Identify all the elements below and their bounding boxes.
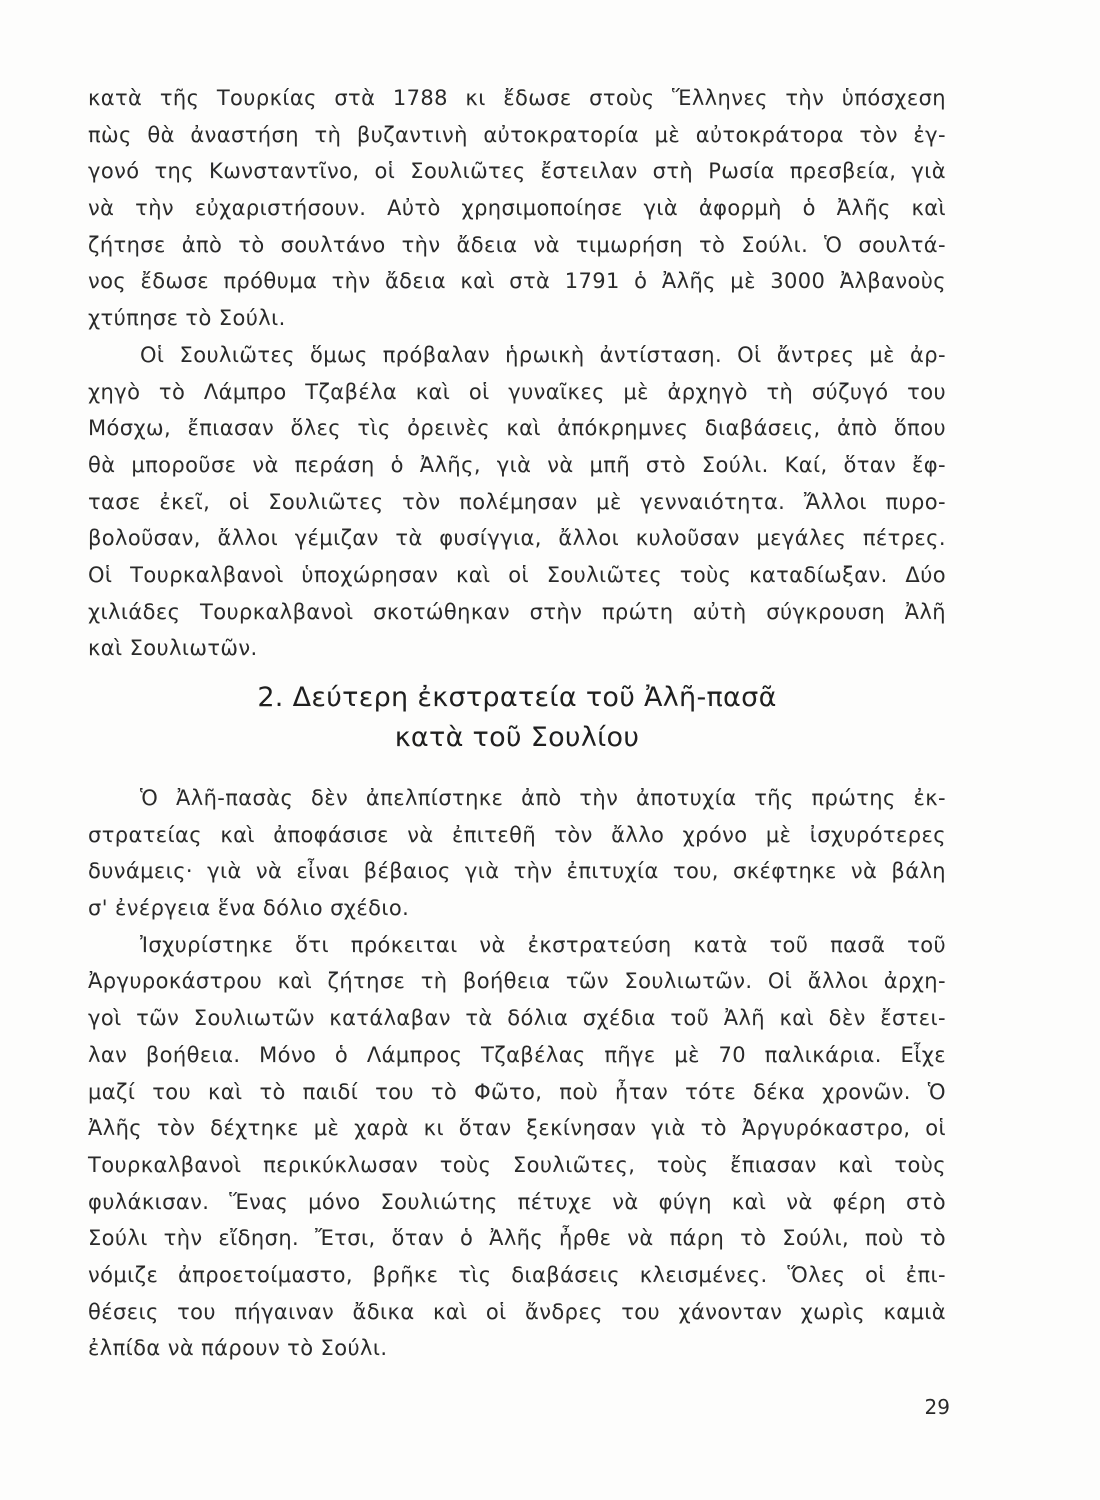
text-line: Τουρκαλβανοὶ περικύκλωσαν τοὺς Σουλιῶτες, τοὺς ἔπιασαν καὶ τοὺς xyxy=(88,1152,946,1177)
section-heading xyxy=(88,678,946,758)
text-line: Οἱ Τουρκαλβανοὶ ὑποχώρησαν καὶ οἱ Σουλιῶτες τοὺς καταδίωξαν. Δύο xyxy=(88,562,946,587)
text-line: νος ἔδωσε πρόθυμα τὴν ἄδεια καὶ στὰ 1791 ὁ Ἀλῆς μὲ 3000 Ἀλβανοὺς xyxy=(88,269,946,294)
text-line: χηγὸ τὸ Λάμπρο Τζαβέλα καὶ οἱ γυναῖκες μὲ ἀρχηγὸ τὴ σύζυγό του xyxy=(88,379,946,404)
text-line: νὰ τὴν εὐχαριστήσουν. Αὐτὸ χρησιμοποίησε γιὰ ἀφορμὴ ὁ Ἀλῆς καὶ xyxy=(88,196,946,221)
paragraph-first-line: Ἰσχυρίστηκε ὅτι πρόκειται νὰ ἐκστρατεύση κατὰ τοῦ πασᾶ τοῦ xyxy=(140,932,946,957)
text-line: Ἀργυροκάστρου καὶ ζήτησε τὴ βοήθεια τῶν Σουλιωτῶν. Οἱ ἄλλοι ἀρχη- xyxy=(88,969,946,994)
text-line: τασε ἐκεῖ, οἱ Σουλιῶτες τὸν πολέμησαν μὲ γενναιότητα. Ἄλλοι πυρο- xyxy=(88,489,946,514)
text-line: Σούλι τὴν εἴδηση. Ἔτσι, ὅταν ὁ Ἀλῆς ἦρθε νὰ πάρη τὸ Σούλι, ποὺ τὸ xyxy=(88,1226,946,1251)
text-line: πὼς θὰ ἀναστήση τὴ βυζαντινὴ αὐτοκρατορία μὲ αὐτοκράτορα τὸν ἐγ- xyxy=(88,122,946,147)
text-line: γοὶ τῶν Σουλιωτῶν κατάλαβαν τὰ δόλια σχέδια τοῦ Ἀλῆ καὶ δὲν ἔστει- xyxy=(88,1006,946,1031)
text-line: κατὰ τῆς Τουρκίας στὰ 1788 κι ἔδωσε στοὺς Ἕλληνες τὴν ὑπόσχεση xyxy=(88,86,946,110)
text-line: λαν βοήθεια. Μόνο ὁ Λάμπρος Τζαβέλας πῆγε μὲ 70 παλικάρια. Εἶχε xyxy=(88,1042,946,1067)
text-line: στρατείας καὶ ἀποφάσισε νὰ ἐπιτεθῆ τὸν ἄλλο χρόνο μὲ ἰσχυρότερες xyxy=(88,822,946,847)
text-line: χτύπησε τὸ Σούλι. xyxy=(88,306,286,331)
text-line: θὰ μποροῦσε νὰ περάση ὁ Ἀλῆς, γιὰ νὰ μπῆ στὸ Σούλι. Καί, ὅταν ἔφ- xyxy=(88,452,946,477)
text-line: ζήτησε ἀπὸ τὸ σουλτάνο τὴν ἄδεια νὰ τιμωρήση τὸ Σούλι. Ὁ σουλτά- xyxy=(88,232,946,257)
paragraph-first-line: Οἱ Σουλιῶτες ὅμως πρόβαλαν ἡρωικὴ ἀντίσταση. Οἱ ἄντρες μὲ ἀρ- xyxy=(140,342,946,367)
text-line: χιλιάδες Τουρκαλβανοὶ σκοτώθηκαν στὴν πρώτη αὐτὴ σύγκρουση Ἀλῆ xyxy=(88,599,946,624)
text-line: Ἀλῆς τὸν δέχτηκε μὲ χαρὰ κι ὅταν ξεκίνησαν γιὰ τὸ Ἀργυρόκαστρο, οἱ xyxy=(88,1116,946,1141)
page-number: 29 xyxy=(924,1395,950,1419)
paragraph-first-line: Ὁ Ἀλῆ-πασὰς δὲν ἀπελπίστηκε ἀπὸ τὴν ἀποτυχία τῆς πρώτης ἐκ- xyxy=(140,786,946,810)
section-heading-line-2: κατὰ τοῦ Σουλίου xyxy=(394,722,640,753)
section-heading-line-1: 2. Δεύτερη ἐκστρατεία τοῦ Ἀλῆ-πασᾶ xyxy=(257,682,777,713)
text-line: φυλάκισαν. Ἕνας μόνο Σουλιώτης πέτυχε νὰ φύγη καὶ νὰ φέρη στὸ xyxy=(88,1189,946,1214)
text-line: σ' ἐνέργεια ἕνα δόλιο σχέδιο. xyxy=(88,896,410,921)
text-line: Μόσχω, ἔπιασαν ὅλες τὶς ὀρεινὲς καὶ ἀπόκρημνες διαβάσεις, ἀπὸ ὅπου xyxy=(88,416,946,441)
text-line: μαζί του καὶ τὸ παιδί του τὸ Φῶτο, ποὺ ἦταν τότε δέκα χρονῶν. Ὁ xyxy=(88,1079,946,1104)
text-line: ἐλπίδα νὰ πάρουν τὸ Σούλι. xyxy=(88,1336,388,1361)
text-line: θέσεις του πήγαιναν ἄδικα καὶ οἱ ἄνδρες του χάνονταν χωρὶς καμιὰ xyxy=(88,1299,946,1324)
text-line: δυνάμεις· γιὰ νὰ εἶναι βέβαιος γιὰ τὴν ἐπιτυχία του, σκέφτηκε νὰ βάλη xyxy=(88,859,946,884)
text-line: νόμιζε ἀπροετοίμαστο, βρῆκε τὶς διαβάσεις κλεισμένες. Ὅλες οἱ ἐπι- xyxy=(88,1262,946,1287)
text-line: βολοῦσαν, ἄλλοι γέμιζαν τὰ φυσίγγια, ἄλλοι κυλοῦσαν μεγάλες πέτρες. xyxy=(88,526,946,551)
text-line: καὶ Σουλιωτῶν. xyxy=(88,636,258,661)
body-text-section-2 xyxy=(88,780,946,1367)
text-line: γονό της Κωνσταντῖνο, οἱ Σουλιῶτες ἔστειλαν στὴ Ρωσία πρεσβεία, γιὰ xyxy=(88,159,946,184)
body-text-section-1 xyxy=(88,80,946,667)
